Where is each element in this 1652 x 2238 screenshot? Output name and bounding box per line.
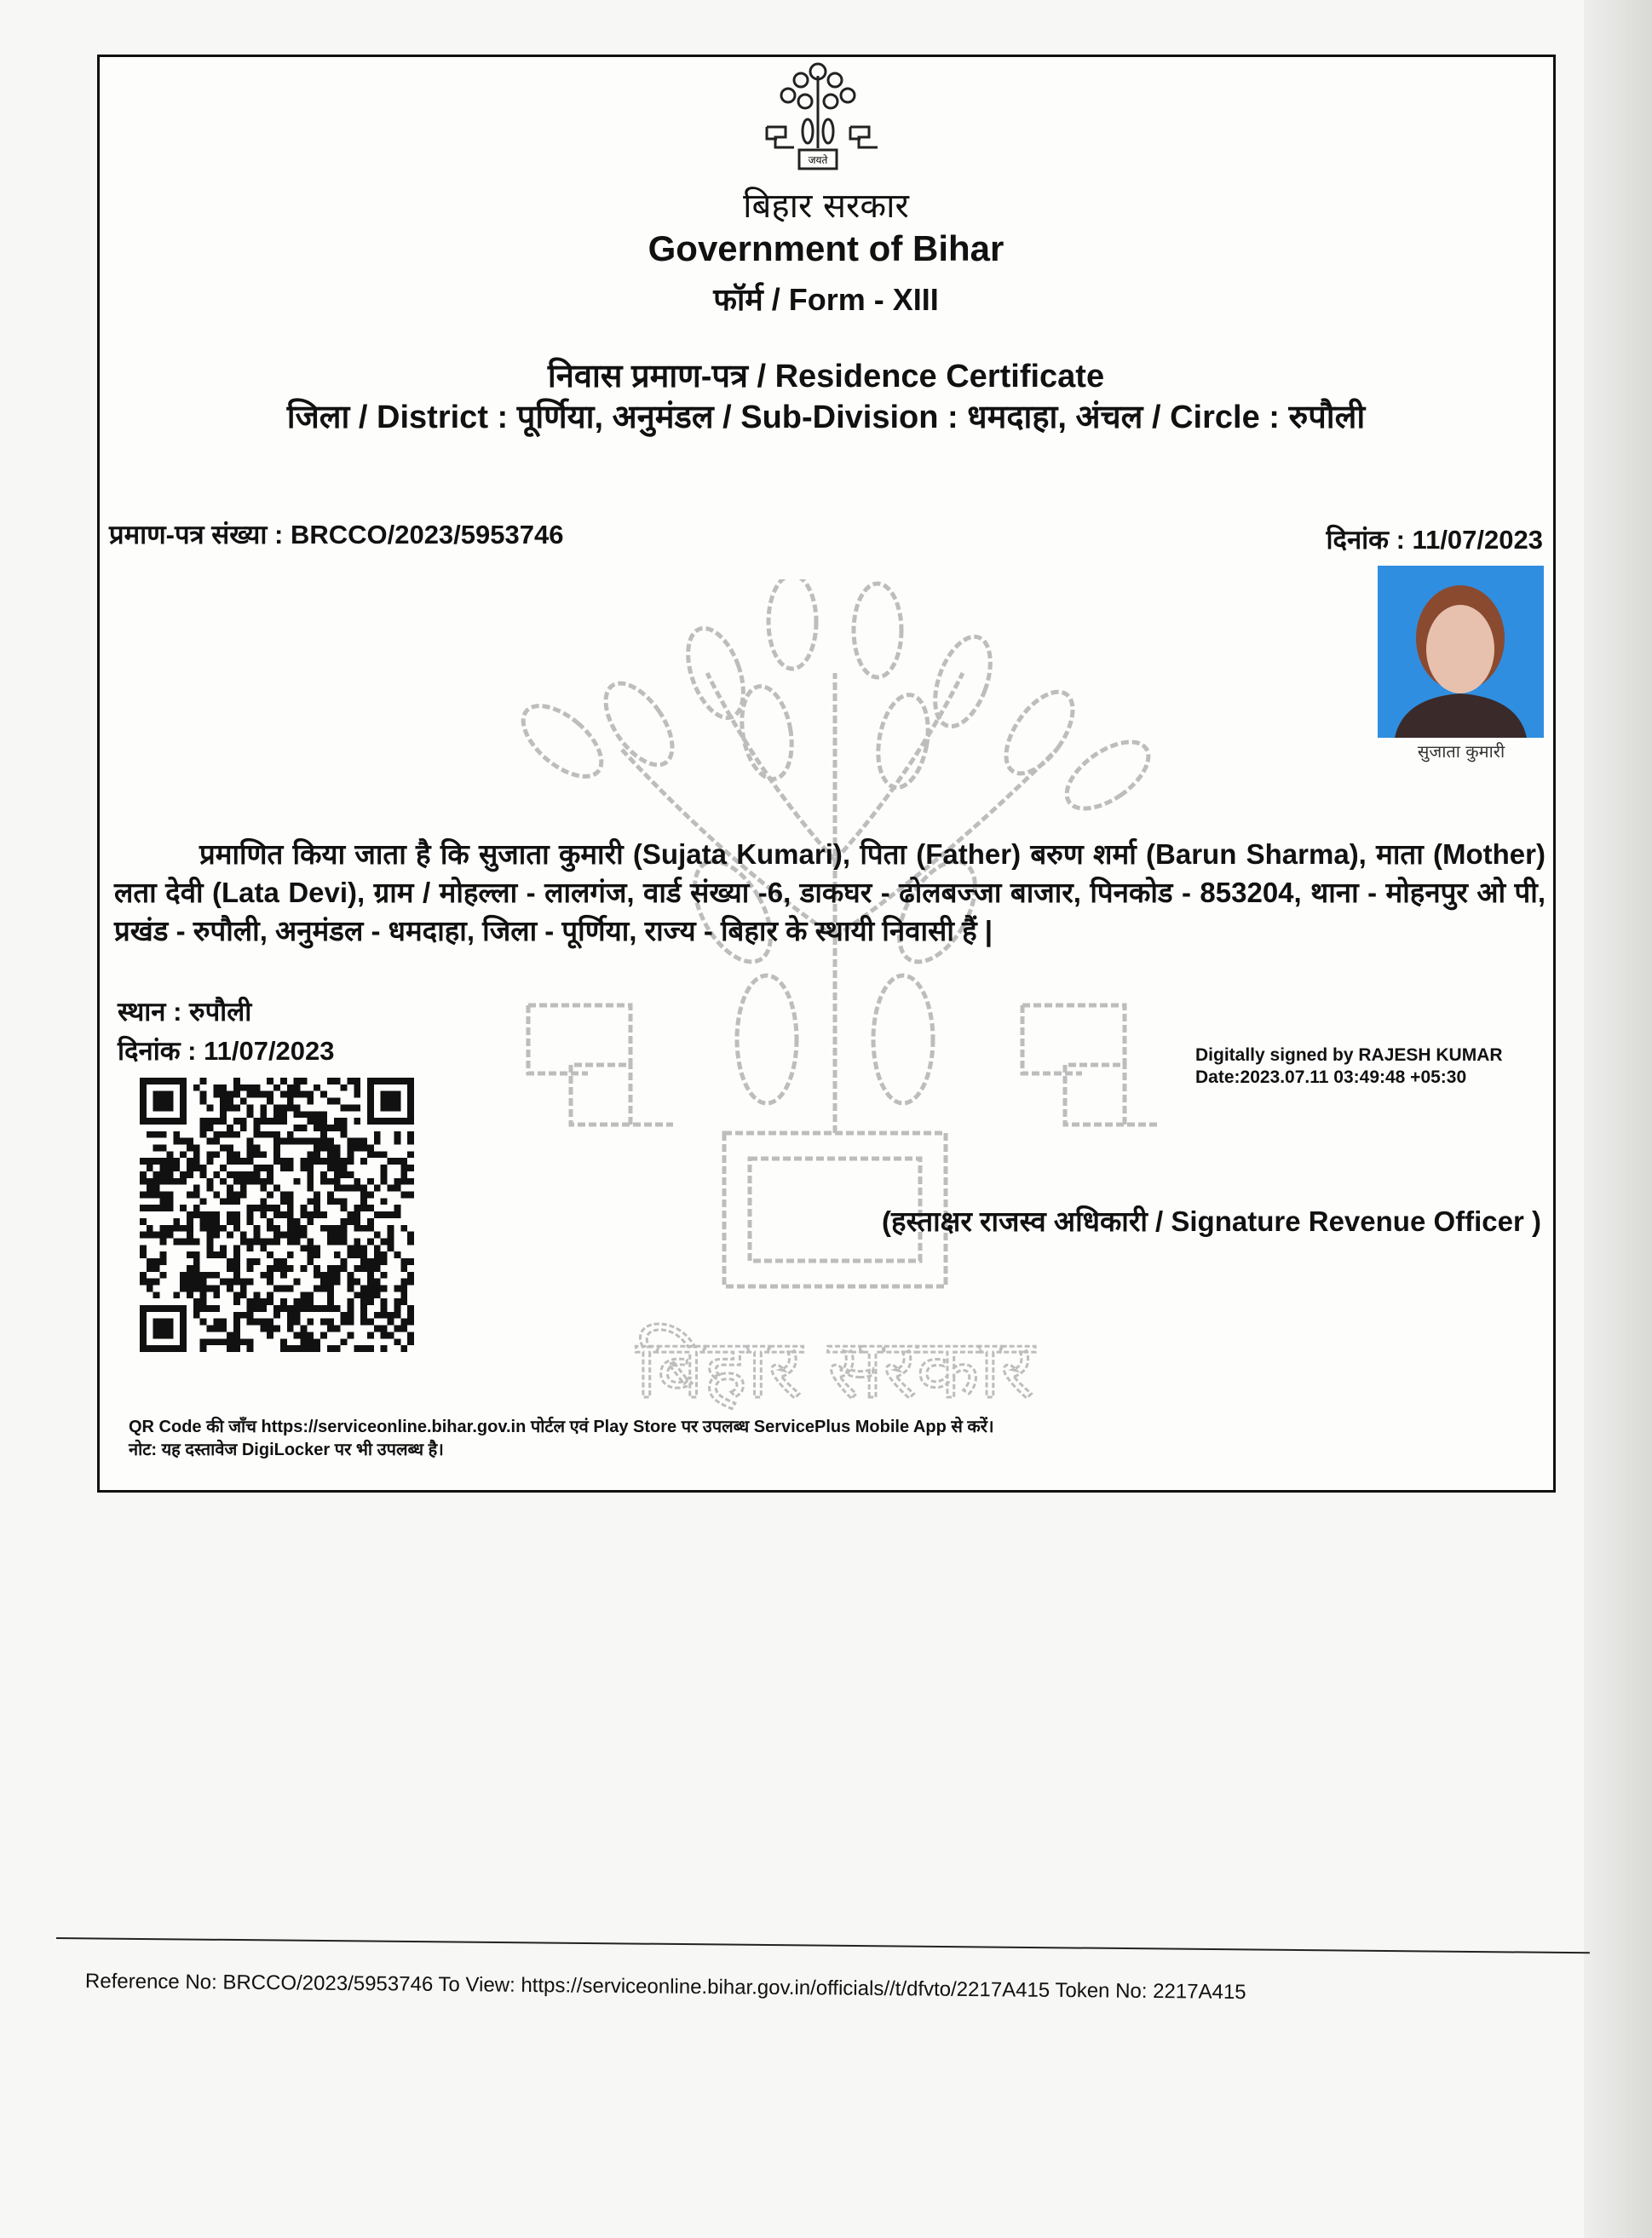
org-name-hindi: बिहार सरकार [743,187,909,226]
certificate-number [109,516,563,552]
certificate-number-value: BRCCO/2023/5953746 [290,520,564,549]
watermark-bodhi-tree-emblem [511,579,1159,1431]
jurisdiction-line: जिला / District : पूर्णिया, अनुमंडल / Sub-Division : धमदाहा, अंचल / Circle : रुपौली [286,400,1366,435]
digilocker-note: नोट: यह दस्तावेज DigiLocker पर भी उपलब्ध है। [129,1441,444,1459]
paper-edge [1584,0,1652,2238]
qr-verification-note: QR Code की जाँच https://serviceonline.bihar.gov.in पोर्टल एवं Play Store पर उपलब्ध ServicePlus Mobile App से करें। [129,1418,994,1436]
signature-revenue-officer-label: (हस्ताक्षर राजस्व अधिकारी / Signature Revenue Officer ) [881,1205,1541,1237]
emblem-text: जयते [808,154,828,166]
bihar-emblem-logo [758,55,878,174]
footer-divider [56,1937,1590,1953]
certification-text: प्रमाणित किया जाता है कि सुजाता कुमारी (Sujata Kumari), पिता (Father) बरुण शर्मा (Barun Sharma), माता (Mother) लता देवी (Lata Devi), ग्राम / मोहल्ला - लालगंज, वार्ड संख्या -6, डाकघर - ढोलबज्जा बाजार, पिनकोड - 853204, थाना - मोहनपुर ओ पी, प्रखंड - रुपौली, अनुमंडल - धमदाहा, जिला - पूर्णिया, राज्य - बिहार के स्थायी निवासी हैं | [114,838,1546,946]
issue-date-label: दिनांक : [1326,525,1405,555]
form-number: फॉर्म / Form - XIII [713,282,939,317]
digital-signature-signer: Digitally signed by RAJESH KUMAR [1195,1045,1503,1065]
applicant-signature: सुजाता कुमारी [1417,741,1505,762]
verification-qr-code[interactable] [133,1078,421,1352]
place: स्थान : रुपौली [118,997,252,1027]
footer-date: दिनांक : 11/07/2023 [118,1036,335,1066]
applicant-photo [1378,566,1544,738]
digital-signature-block [1195,1044,1503,1089]
footnotes [129,1416,994,1462]
issue-date-value: 11/07/2023 [1412,525,1543,555]
watermark-text: बिहार सरकार [636,1321,1034,1417]
issue-date [1326,521,1543,557]
reference-line: Reference No: BRCCO/2023/5953746 To View: https://serviceonline.bihar.gov.in/officials//t/dfvto/2217A415 Token No: 2217A415 [84,1970,1246,2005]
certificate-number-label: प्रमाण-पत्र संख्या : [109,520,284,549]
org-name-english: Government of Bihar [648,228,1004,268]
certification-paragraph [114,835,1546,950]
digital-signature-date: Date:2023.07.11 03:49:48 +05:30 [1195,1067,1467,1087]
certificate-title: निवास प्रमाण-पत्र / Residence Certificate [547,359,1105,394]
